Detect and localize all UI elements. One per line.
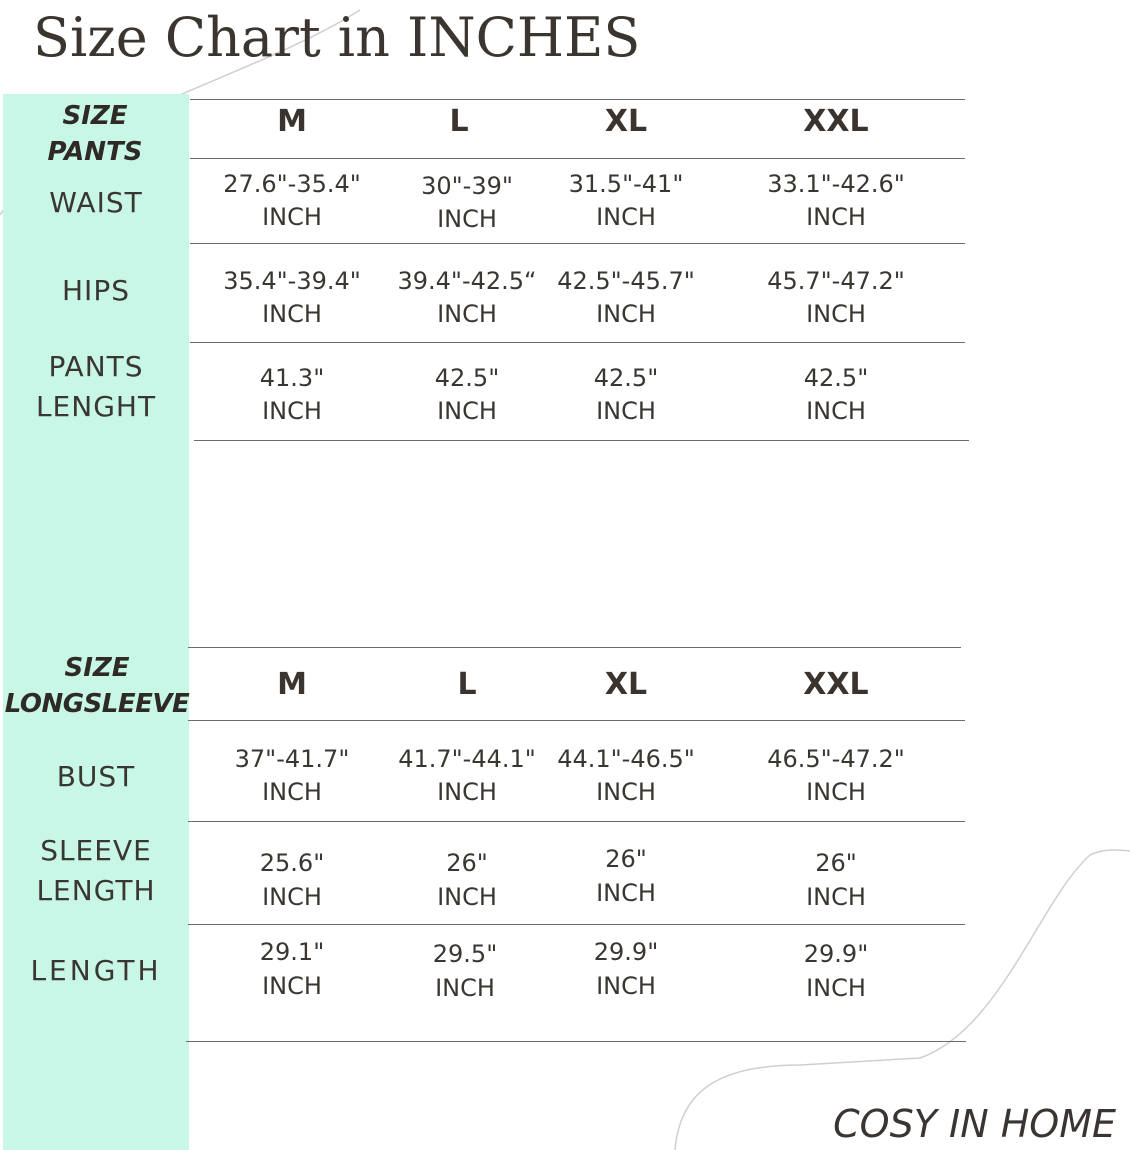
cell-unit: INCH (262, 203, 322, 231)
pants-size-label-line2: PANTS (47, 137, 143, 167)
cell-value: 42.5"-45.7" (557, 267, 695, 295)
pants-header-m: M (277, 104, 307, 139)
pants-size-label-line1: SIZE (62, 101, 128, 131)
pants-header-xxl: XXL (803, 104, 869, 139)
cell-unit: INCH (596, 300, 656, 328)
cell-value: 30"-39" (421, 172, 513, 200)
cell-value: 41.3" (259, 364, 325, 392)
cell-value: 42.5" (593, 364, 659, 392)
cell-value: 42.5" (434, 364, 500, 392)
cell-unit: INCH (806, 883, 866, 911)
cell-value: 46.5"-47.2" (767, 745, 905, 773)
cell-value: 26" (605, 845, 647, 873)
page-title: Size Chart in INCHES (33, 6, 641, 69)
cell-value: 25.6" (259, 849, 325, 877)
cell-unit: INCH (262, 883, 322, 911)
rule (186, 1041, 966, 1042)
rule (190, 243, 965, 244)
cell-value: 26" (815, 849, 857, 877)
row-label-pants-length-line1: PANTS (48, 350, 144, 383)
row-label-pants-length-line2: LENGHT (35, 390, 157, 423)
cell-unit: INCH (262, 300, 322, 328)
cell-unit: INCH (806, 778, 866, 806)
cell-unit: INCH (596, 778, 656, 806)
cell-value: 31.5"-41" (568, 170, 684, 198)
cell-value: 41.7"-44.1" (398, 745, 536, 773)
cell-unit: INCH (596, 203, 656, 231)
cell-unit: INCH (437, 397, 497, 425)
cell-unit: INCH (806, 300, 866, 328)
cell-unit: INCH (437, 205, 497, 233)
rule (190, 99, 965, 100)
longsleeve-header-l: L (457, 667, 477, 702)
rule (188, 924, 965, 925)
rule (188, 647, 961, 648)
rule (188, 720, 965, 721)
cell-unit: INCH (806, 974, 866, 1002)
cell-unit: INCH (596, 397, 656, 425)
cell-value: 29.9" (593, 938, 659, 966)
row-label-sleeve-length-line2: LENGTH (36, 874, 156, 907)
cell-value: 29.1" (259, 938, 325, 966)
cell-value: 44.1"-46.5" (557, 745, 695, 773)
rule (188, 821, 965, 822)
rule (194, 440, 969, 441)
row-label-sleeve-length-line1: SLEEVE (40, 834, 152, 867)
cell-unit: INCH (437, 300, 497, 328)
cell-unit: INCH (437, 778, 497, 806)
side-panel (3, 94, 189, 1150)
cell-value: 33.1"-42.6" (767, 170, 905, 198)
cell-unit: INCH (262, 397, 322, 425)
cell-value: 42.5" (803, 364, 869, 392)
cell-unit: INCH (262, 972, 322, 1000)
cell-value: 39.4"-42.5“ (397, 267, 537, 295)
cell-unit: INCH (437, 883, 497, 911)
row-label-waist: WAIST (49, 186, 143, 219)
cell-value: 45.7"-47.2" (767, 267, 905, 295)
longsleeve-size-label-line2: LONGSLEEVE (4, 689, 190, 719)
row-label-length: LENGTH (30, 954, 162, 987)
longsleeve-size-label-line1: SIZE (64, 653, 130, 683)
pants-header-l: L (449, 104, 469, 139)
cell-unit: INCH (262, 778, 322, 806)
longsleeve-header-xl: XL (604, 667, 648, 702)
rule (190, 342, 965, 343)
cell-value: 26" (446, 849, 488, 877)
cell-unit: INCH (596, 972, 656, 1000)
row-label-bust: BUST (56, 760, 136, 793)
longsleeve-header-xxl: XXL (803, 667, 869, 702)
cell-value: 37"-41.7" (234, 745, 350, 773)
cell-unit: INCH (806, 397, 866, 425)
cell-value: 27.6"-35.4" (223, 170, 361, 198)
pants-header-xl: XL (604, 104, 648, 139)
rule (190, 158, 965, 159)
cell-value: 29.5" (432, 940, 498, 968)
cell-value: 35.4"-39.4" (223, 267, 361, 295)
brand-name: COSY IN HOME (833, 1102, 1116, 1146)
row-label-hips: HIPS (62, 274, 130, 307)
cell-value: 29.9" (803, 940, 869, 968)
cell-unit: INCH (806, 203, 866, 231)
cell-unit: INCH (596, 879, 656, 907)
cell-unit: INCH (435, 974, 495, 1002)
longsleeve-header-m: M (277, 667, 307, 702)
